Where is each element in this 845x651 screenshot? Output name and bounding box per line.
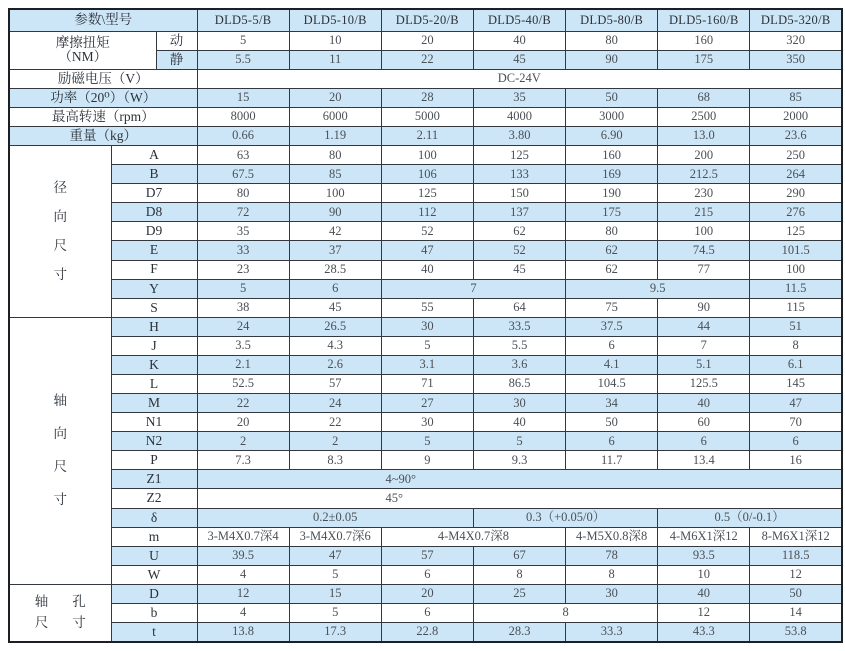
value-cell: 100 (658, 222, 750, 241)
value-cell: 6000 (289, 107, 381, 126)
value-cell: 0.2±0.05 (197, 508, 473, 527)
dimension-label-cell: U (111, 546, 197, 565)
dimension-label-cell: L (111, 375, 197, 394)
dimension-label-cell: M (111, 394, 197, 413)
value-cell: 16 (750, 451, 842, 470)
value-cell: 51 (750, 317, 842, 336)
dimension-label-cell: H (111, 317, 197, 336)
value-cell: 6 (566, 432, 658, 451)
table-row (9, 241, 842, 260)
value-cell: 28 (381, 88, 473, 107)
value-cell: 38 (197, 298, 289, 317)
value-cell: 5000 (381, 107, 473, 126)
value-cell: 4.1 (566, 355, 658, 374)
dimension-label-cell: m (111, 527, 197, 546)
value-cell: 12 (197, 584, 289, 603)
value-cell: 0.66 (197, 126, 289, 145)
table-row (9, 9, 842, 31)
value-cell: 78 (566, 546, 658, 565)
value-cell: 5.5 (197, 50, 289, 69)
section-title-char: 轴 (34, 594, 49, 610)
torque-subrow-label-cell: 动 (156, 31, 197, 50)
value-cell: DC-24V (197, 69, 842, 88)
value-cell: 160 (566, 146, 658, 165)
value-cell: 4 (197, 603, 289, 622)
table-row (9, 279, 842, 298)
section-title-char: 尺 (34, 615, 49, 631)
page-body (8, 8, 843, 643)
value-cell: 62 (473, 222, 565, 241)
value-cell: 67.5 (197, 165, 289, 184)
dimension-label-cell: A (111, 146, 197, 165)
value-cell: 150 (473, 184, 565, 203)
table-row (9, 336, 842, 355)
value-cell: 112 (381, 203, 473, 222)
value-cell: 11 (289, 50, 381, 69)
value-cell: 160 (658, 31, 750, 50)
section-title-char: 尺 (53, 459, 67, 475)
value-cell: 6.1 (750, 355, 842, 374)
section-title-char: 径 (53, 179, 67, 195)
value-cell: 44 (658, 317, 750, 336)
dimension-label-cell: J (111, 336, 197, 355)
value-cell: 4-M4X0.7深8 (381, 527, 565, 546)
value-cell: 106 (381, 165, 473, 184)
value-cell: 40 (658, 394, 750, 413)
value-cell: 6 (566, 336, 658, 355)
table-row (9, 470, 842, 489)
dimension-label-cell: Z2 (111, 489, 197, 508)
value-cell: 125.5 (658, 375, 750, 394)
value-cell: 230 (658, 184, 750, 203)
value-cell: 45 (289, 298, 381, 317)
value-cell: 72 (197, 203, 289, 222)
value-cell: 3-M4X0.7深6 (289, 527, 381, 546)
value-cell: 200 (658, 146, 750, 165)
value-cell: 2500 (658, 107, 750, 126)
dimension-label-cell: W (111, 565, 197, 584)
value-cell: 52 (381, 222, 473, 241)
value-cell: 2.6 (289, 355, 381, 374)
table-row (9, 375, 842, 394)
value-cell: 13.4 (658, 451, 750, 470)
value-cell: 276 (750, 203, 842, 222)
table-row (9, 413, 842, 432)
dimension-label-cell: Z1 (111, 470, 197, 489)
section-title-text (10, 595, 111, 630)
value-cell: 6 (658, 432, 750, 451)
dimension-label-cell: Y (111, 279, 197, 298)
value-cell: 85 (750, 88, 842, 107)
value-cell: 125 (381, 184, 473, 203)
value-cell: 45 (473, 50, 565, 69)
value-cell: 22 (381, 50, 473, 69)
value-cell: 40 (381, 260, 473, 279)
value-cell: 62 (566, 241, 658, 260)
torque-label-line1: 摩擦扭矩 (55, 35, 110, 50)
section-title-char: 寸 (72, 615, 86, 631)
value-cell: 7 (658, 336, 750, 355)
value-cell: 80 (289, 146, 381, 165)
value-cell: 80 (566, 222, 658, 241)
value-cell: 10 (289, 31, 381, 50)
value-cell: 13.8 (197, 623, 289, 642)
value-cell: 22.8 (381, 623, 473, 642)
value-cell: 5.1 (658, 355, 750, 374)
section-title-char: 尺 (53, 237, 67, 253)
table-row (9, 451, 842, 470)
torque-subrow-label-cell: 静 (156, 50, 197, 69)
value-cell: 20 (381, 584, 473, 603)
value-cell: 6 (750, 432, 842, 451)
value-cell: 100 (381, 146, 473, 165)
value-cell: 9.5 (566, 279, 750, 298)
dimension-label-cell: D9 (111, 222, 197, 241)
model-header-cell: DLD5-160/B (658, 9, 750, 31)
value-cell: 9.3 (473, 451, 565, 470)
value-cell: 33.5 (473, 317, 565, 336)
value-cell: 57 (381, 546, 473, 565)
value-cell: 25 (473, 584, 565, 603)
value-cell: 5 (381, 336, 473, 355)
value-cell: 3.80 (473, 126, 565, 145)
model-header-cell: DLD5-320/B (750, 9, 842, 31)
spec-table (8, 8, 843, 643)
value-cell: 70 (750, 413, 842, 432)
value-cell: 39.5 (197, 546, 289, 565)
table-row (9, 508, 842, 527)
value-cell: 53.8 (750, 623, 842, 642)
model-header-cell: DLD5-80/B (566, 9, 658, 31)
section-title-char: 向 (53, 426, 67, 442)
dimension-label-cell: D (111, 584, 197, 603)
value-cell: 13.0 (658, 126, 750, 145)
section-title-cell (9, 317, 111, 584)
value-cell: 10 (658, 565, 750, 584)
value-cell: 169 (566, 165, 658, 184)
dimension-label-cell: N2 (111, 432, 197, 451)
value-cell: 40 (473, 413, 565, 432)
value-cell: 47 (381, 241, 473, 260)
value-cell: 47 (289, 546, 381, 565)
table-row (9, 69, 842, 88)
value-cell: 290 (750, 184, 842, 203)
value-cell: 50 (750, 584, 842, 603)
value-cell: 3.1 (381, 355, 473, 374)
value-cell: 80 (566, 31, 658, 50)
value-cell: 85 (289, 165, 381, 184)
value-cell: 23.6 (750, 126, 842, 145)
dimension-label-cell: b (111, 603, 197, 622)
value-cell: 11.7 (566, 451, 658, 470)
value-cell: 50 (566, 88, 658, 107)
dimension-label-cell: K (111, 355, 197, 374)
dimension-label-cell: E (111, 241, 197, 260)
section-title-char: 孔 (72, 594, 86, 610)
value-cell: 8 (566, 565, 658, 584)
value-cell: 2.11 (381, 126, 473, 145)
value-cell: 0.5（0/-0.1） (658, 508, 842, 527)
value-cell: 4.3 (289, 336, 381, 355)
value-cell: 40 (473, 31, 565, 50)
table-row (9, 146, 842, 165)
value-cell: 0.3（+0.05/0） (473, 508, 657, 527)
value-cell: 125 (750, 222, 842, 241)
value-cell: 5 (289, 565, 381, 584)
section-title-char: 轴 (53, 392, 67, 408)
value-cell: 22 (289, 413, 381, 432)
dimension-label-cell: F (111, 260, 197, 279)
value-cell: 118.5 (750, 546, 842, 565)
value-cell: 45° (197, 489, 842, 508)
value-cell: 5 (197, 279, 289, 298)
value-cell: 6 (289, 279, 381, 298)
value-cell: 8-M6X1深12 (750, 527, 842, 546)
table-row (9, 603, 842, 622)
value-cell: 15 (197, 88, 289, 107)
value-cell: 90 (658, 298, 750, 317)
value-cell: 100 (289, 184, 381, 203)
spec-table-body (9, 9, 842, 642)
table-row (9, 107, 842, 126)
value-cell: 45 (473, 260, 565, 279)
value-cell: 5 (473, 432, 565, 451)
table-row (9, 355, 842, 374)
param-model-header-cell: 参数\型号 (9, 9, 197, 31)
value-cell: 212.5 (658, 165, 750, 184)
value-cell: 215 (658, 203, 750, 222)
value-cell: 115 (750, 298, 842, 317)
dimension-label-cell: D8 (111, 203, 197, 222)
value-cell: 5 (381, 432, 473, 451)
value-cell: 86.5 (473, 375, 565, 394)
value-cell: 137 (473, 203, 565, 222)
table-row (9, 317, 842, 336)
value-cell: 3.5 (197, 336, 289, 355)
value-cell: 190 (566, 184, 658, 203)
section-title-char: 寸 (53, 267, 67, 283)
value-cell: 4~90° (197, 470, 842, 489)
value-cell: 100 (750, 260, 842, 279)
value-cell: 90 (566, 50, 658, 69)
value-cell: 50 (566, 413, 658, 432)
value-cell: 2 (289, 432, 381, 451)
value-cell: 23 (197, 260, 289, 279)
value-cell: 34 (566, 394, 658, 413)
value-cell: 57 (289, 375, 381, 394)
section-title-text (10, 394, 111, 508)
table-row (9, 394, 842, 413)
value-cell: 71 (381, 375, 473, 394)
value-cell: 55 (381, 298, 473, 317)
table-row (9, 184, 842, 203)
value-cell: 12 (658, 603, 750, 622)
torque-label-line2: （NM） (58, 49, 108, 65)
row-label-cell: 功率（20⁰）（W） (9, 88, 197, 107)
value-cell: 75 (566, 298, 658, 317)
value-cell: 15 (289, 584, 381, 603)
value-cell: 35 (473, 88, 565, 107)
table-row (9, 203, 842, 222)
row-label-cell: 重量（kg） (9, 126, 197, 145)
value-cell: 175 (658, 50, 750, 69)
value-cell: 5 (289, 603, 381, 622)
value-cell: 20 (197, 413, 289, 432)
value-cell: 104.5 (566, 375, 658, 394)
value-cell: 43.3 (658, 623, 750, 642)
value-cell: 3-M4X0.7深4 (197, 527, 289, 546)
value-cell: 7 (381, 279, 565, 298)
value-cell: 63 (197, 146, 289, 165)
table-row (9, 165, 842, 184)
value-cell: 8 (473, 565, 565, 584)
value-cell: 320 (750, 31, 842, 50)
dimension-label-cell: t (111, 623, 197, 642)
value-cell: 250 (750, 146, 842, 165)
value-cell: 67 (473, 546, 565, 565)
torque-label-cell (9, 31, 156, 69)
value-cell: 60 (658, 413, 750, 432)
value-cell: 26.5 (289, 317, 381, 336)
value-cell: 4-M6X1深12 (658, 527, 750, 546)
value-cell: 145 (750, 375, 842, 394)
value-cell: 68 (658, 88, 750, 107)
value-cell: 9 (381, 451, 473, 470)
value-cell: 47 (750, 394, 842, 413)
value-cell: 264 (750, 165, 842, 184)
value-cell: 93.5 (658, 546, 750, 565)
table-row (9, 527, 842, 546)
model-header-cell: DLD5-5/B (197, 9, 289, 31)
table-row (9, 31, 842, 50)
value-cell: 30 (566, 584, 658, 603)
value-cell: 64 (473, 298, 565, 317)
value-cell: 8000 (197, 107, 289, 126)
value-cell: 4-M5X0.8深8 (566, 527, 658, 546)
table-row (9, 298, 842, 317)
dimension-label-cell: N1 (111, 413, 197, 432)
value-cell: 80 (197, 184, 289, 203)
row-label-cell: 励磁电压（V） (9, 69, 197, 88)
value-cell: 90 (289, 203, 381, 222)
table-row (9, 222, 842, 241)
table-row (9, 623, 842, 642)
table-row (9, 546, 842, 565)
value-cell: 350 (750, 50, 842, 69)
value-cell: 8 (750, 336, 842, 355)
value-cell: 35 (197, 222, 289, 241)
value-cell: 12 (750, 565, 842, 584)
section-title-cell (9, 146, 111, 318)
table-row (9, 88, 842, 107)
model-header-cell: DLD5-20/B (381, 9, 473, 31)
table-row (9, 489, 842, 508)
value-cell: 2000 (750, 107, 842, 126)
dimension-label-cell: B (111, 165, 197, 184)
section-title-cell (9, 584, 111, 642)
value-cell: 11.5 (750, 279, 842, 298)
value-cell: 175 (566, 203, 658, 222)
dimension-label-cell: D7 (111, 184, 197, 203)
value-cell: 74.5 (658, 241, 750, 260)
table-row (9, 565, 842, 584)
row-label-cell: 最高转速（rpm） (9, 107, 197, 126)
value-cell: 37 (289, 241, 381, 260)
value-cell: 42 (289, 222, 381, 241)
value-cell: 14 (750, 603, 842, 622)
value-cell: 125 (473, 146, 565, 165)
value-cell: 27 (381, 394, 473, 413)
value-cell: 7.3 (197, 451, 289, 470)
value-cell: 2 (197, 432, 289, 451)
value-cell: 4 (197, 565, 289, 584)
model-header-cell: DLD5-40/B (473, 9, 565, 31)
value-cell: 133 (473, 165, 565, 184)
value-cell: 30 (381, 317, 473, 336)
value-cell: 1.19 (289, 126, 381, 145)
value-cell: 3.6 (473, 355, 565, 374)
value-cell: 33.3 (566, 623, 658, 642)
value-cell: 30 (473, 394, 565, 413)
table-row (9, 260, 842, 279)
value-cell: 52.5 (197, 375, 289, 394)
value-cell: 3000 (566, 107, 658, 126)
value-cell: 20 (381, 31, 473, 50)
value-cell: 17.3 (289, 623, 381, 642)
table-row (9, 584, 842, 603)
value-cell: 22 (197, 394, 289, 413)
dimension-label-cell: S (111, 298, 197, 317)
value-cell: 6 (381, 565, 473, 584)
value-cell: 62 (566, 260, 658, 279)
value-cell: 77 (658, 260, 750, 279)
value-cell: 5.5 (473, 336, 565, 355)
value-cell: 30 (381, 413, 473, 432)
value-cell: 20 (289, 88, 381, 107)
value-cell: 28.3 (473, 623, 565, 642)
value-cell: 52 (473, 241, 565, 260)
value-cell: 8.3 (289, 451, 381, 470)
value-cell: 6 (381, 603, 473, 622)
value-cell: 5 (197, 31, 289, 50)
value-cell: 24 (197, 317, 289, 336)
dimension-label-cell: δ (111, 508, 197, 527)
value-cell: 2.1 (197, 355, 289, 374)
value-cell: 37.5 (566, 317, 658, 336)
table-row (9, 432, 842, 451)
value-cell: 24 (289, 394, 381, 413)
model-header-cell: DLD5-10/B (289, 9, 381, 31)
value-cell: 33 (197, 241, 289, 260)
value-cell: 40 (658, 584, 750, 603)
value-cell: 8 (473, 603, 657, 622)
section-title-text (10, 181, 111, 283)
value-cell: 101.5 (750, 241, 842, 260)
value-cell: 6.90 (566, 126, 658, 145)
dimension-label-cell: P (111, 451, 197, 470)
value-cell: 28.5 (289, 260, 381, 279)
section-title-char: 向 (53, 208, 67, 224)
section-title-char: 寸 (53, 492, 67, 508)
table-row (9, 126, 842, 145)
value-cell: 4000 (473, 107, 565, 126)
